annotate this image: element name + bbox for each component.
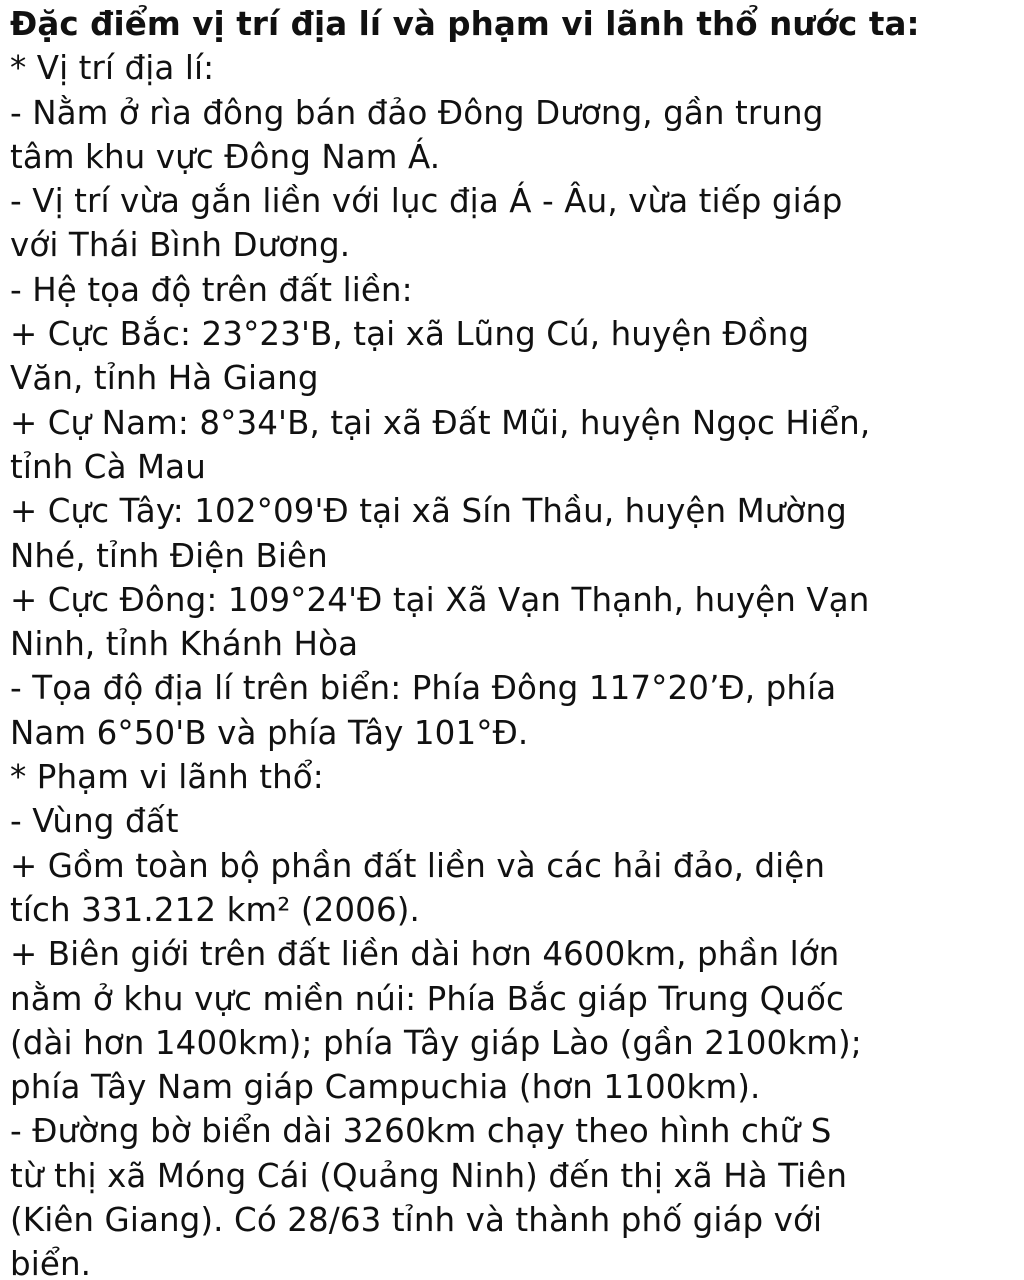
text-line: Nam 6°50'B và phía Tây 101°Đ.: [10, 713, 529, 752]
text-line: (Kiên Giang). Có 28/63 tỉnh và thành phố giáp với: [10, 1201, 823, 1240]
text-line: - Hệ tọa độ trên đất liền:: [10, 270, 413, 309]
text-line: Nhé, tỉnh Điện Biên: [10, 536, 328, 575]
text-line: + Biên giới trên đất liền dài hơn 4600km, phần lớn: [10, 935, 840, 974]
text-line: - Tọa độ địa lí trên biển: Phía Đông 117°20’Đ, phía: [10, 669, 837, 708]
text-line: với Thái Bình Dương.: [10, 226, 351, 265]
text-line: (dài hơn 1400km); phía Tây giáp Lào (gần 2100km);: [10, 1023, 862, 1062]
section-heading-location: * Vị trí địa lí:: [10, 49, 215, 88]
text-line: tâm khu vực Đông Nam Á.: [10, 137, 441, 176]
text-line: - Vùng đất: [10, 802, 179, 841]
text-line: + Cực Tây: 102°09'Đ tại xã Sín Thầu, huyện Mường: [10, 492, 847, 531]
text-line: + Cực Bắc: 23°23'B, tại xã Lũng Cú, huyện Đồng: [10, 315, 810, 354]
text-line: tỉnh Cà Mau: [10, 447, 206, 486]
section-heading-territory: * Phạm vi lãnh thổ:: [10, 758, 324, 797]
text-line: - Nằm ở rìa đông bán đảo Đông Dương, gần trung: [10, 93, 824, 132]
text-line: - Vị trí vừa gắn liền với lục địa Á - Âu, vừa tiếp giáp: [10, 182, 843, 221]
text-line: + Cự Nam: 8°34'B, tại xã Đất Mũi, huyện Ngọc Hiển,: [10, 403, 871, 442]
text-line: tích 331.212 km² (2006).: [10, 890, 420, 929]
text-line: Ninh, tỉnh Khánh Hòa: [10, 625, 359, 664]
text-line: nằm ở khu vực miền núi: Phía Bắc giáp Trung Quốc: [10, 979, 844, 1018]
text-line: - Đường bờ biển dài 3260km chạy theo hình chữ S: [10, 1112, 832, 1151]
text-line: phía Tây Nam giáp Campuchia (hơn 1100km).: [10, 1068, 761, 1107]
text-line: + Cực Đông: 109°24'Đ tại Xã Vạn Thạnh, huyện Vạn: [10, 580, 870, 619]
text-line: biển.: [10, 1245, 92, 1280]
document-title: Đặc điểm vị trí địa lí và phạm vi lãnh thổ nước ta:: [10, 5, 920, 43]
text-line: + Gồm toàn bộ phần đất liền và các hải đảo, diện: [10, 846, 826, 885]
text-line: Văn, tỉnh Hà Giang: [10, 359, 319, 398]
text-line: từ thị xã Móng Cái (Quảng Ninh) đến thị xã Hà Tiên: [10, 1156, 848, 1195]
